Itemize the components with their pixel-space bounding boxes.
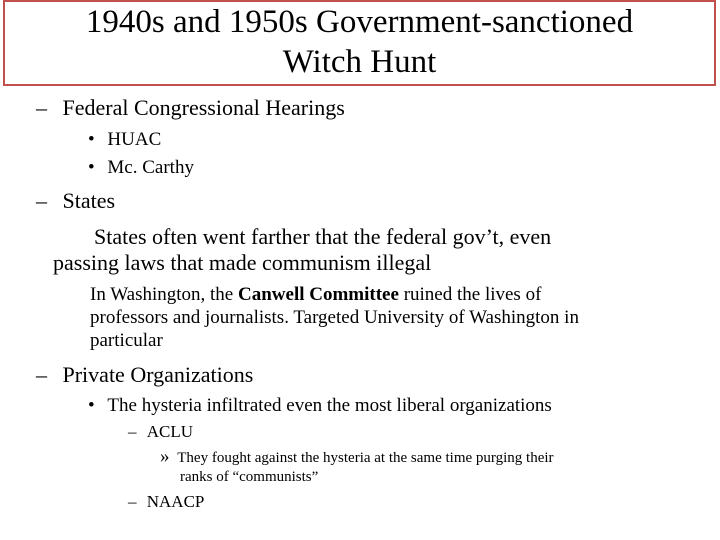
dot-bullet: • [88, 129, 95, 150]
slide-title-line-1: 1940s and 1950s Government-sanctioned [85, 4, 634, 40]
canwell-committee: Canwell Committee [238, 284, 399, 305]
private-heading [36, 362, 253, 388]
list-item-label: The hysteria infiltrated even the most liberal organizations [107, 395, 552, 416]
states-label: States [62, 188, 116, 213]
washington-line-3: particular [90, 330, 163, 351]
aclu-label: ACLU [146, 422, 194, 441]
aclu-note-line-1 [160, 448, 554, 467]
washington-text: In Washington, the [90, 284, 238, 305]
aclu-note-line-2: ranks of “communists” [180, 469, 319, 485]
list-item-aclu [128, 422, 193, 442]
list-item-huac [88, 128, 161, 152]
list-item-label: HUAC [107, 129, 162, 150]
slide-title-line-2: Witch Hunt [282, 44, 437, 80]
slide-title-box [3, 0, 716, 86]
federal-heading [36, 95, 345, 121]
dash-bullet: – [36, 95, 47, 120]
list-item-hysteria [88, 394, 552, 418]
states-paragraph-line-2: passing laws that made communism illegal [53, 250, 432, 275]
aclu-note-text: They fought against the hysteria at the same time purging their [177, 450, 554, 466]
dash-bullet: – [128, 492, 137, 511]
federal-label: Federal Congressional Hearings [62, 95, 345, 120]
dot-bullet: • [88, 395, 95, 416]
list-item-label: Mc. Carthy [107, 157, 194, 178]
washington-line-1 [90, 284, 541, 306]
naacp-label: NAACP [146, 492, 205, 511]
washington-text: ruined the lives of [398, 284, 542, 305]
dash-bullet: – [36, 188, 47, 213]
dot-bullet: • [88, 157, 95, 178]
private-label: Private Organizations [62, 362, 254, 387]
dash-bullet: – [36, 362, 47, 387]
list-item-mccarthy [88, 156, 194, 180]
states-heading [36, 188, 115, 214]
arrow-bullet: » [160, 446, 170, 467]
dash-bullet: – [128, 422, 137, 441]
washington-line-2: professors and journalists. Targeted University of Washington in [90, 307, 579, 328]
list-item-naacp [128, 492, 204, 512]
states-paragraph-line-1: States often went farther that the federal gov’t, even [94, 224, 552, 249]
